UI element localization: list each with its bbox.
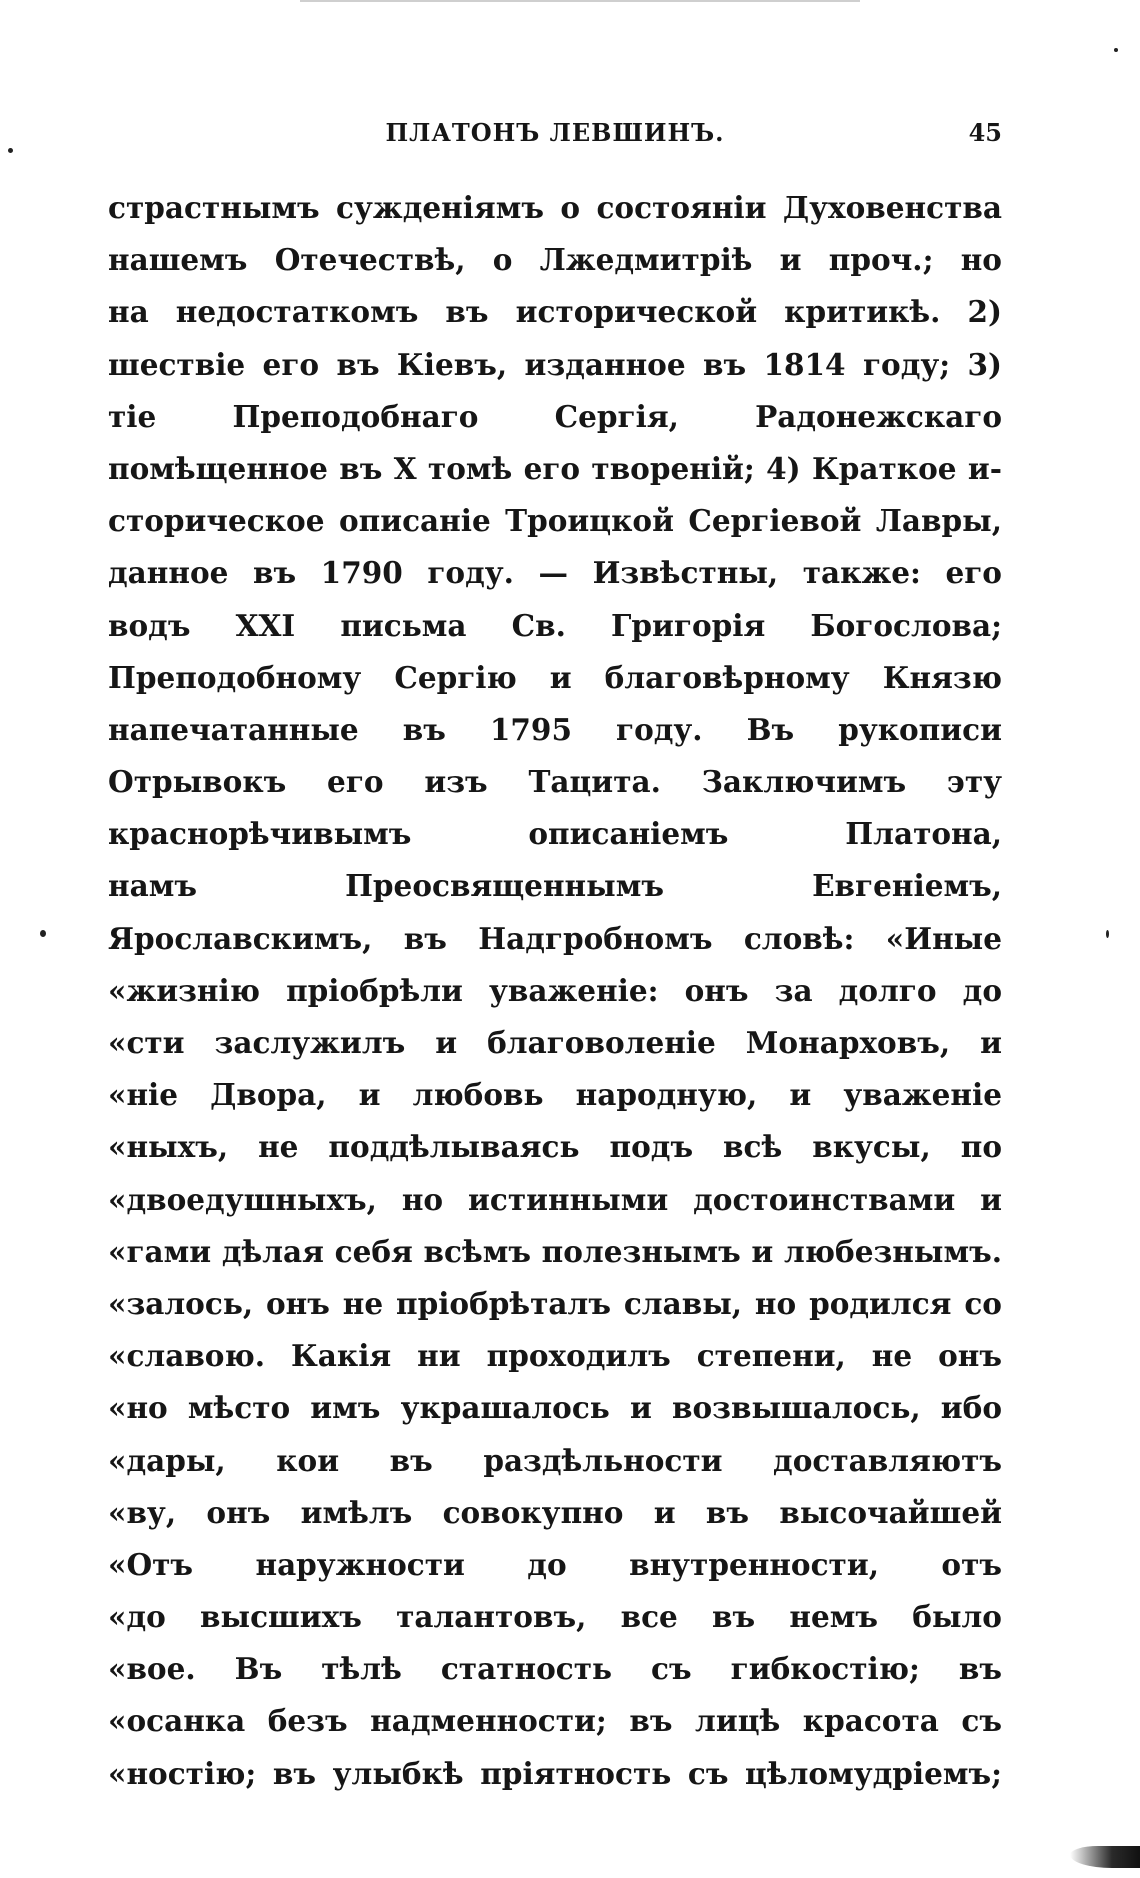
text-line: шествіе его въ Кіевъ, изданное въ 1814 году; 3) <box>108 346 1002 382</box>
page-header <box>108 118 1002 158</box>
text-line: «ву, онъ имѣлъ совокупно и въ высочайшей <box>108 1494 1002 1530</box>
text-line: «но мѣсто имъ украшалось и возвышалось, ибо <box>108 1390 1002 1426</box>
text-line: нашемъ Отечествѣ, о Лжедмитріѣ и проч.; но <box>108 242 1002 278</box>
text-line: «залось, онъ не пріобрѣталъ славы, но родился со <box>108 1285 1002 1321</box>
text-line: «славою. Какія ни проходилъ степени, не онъ <box>108 1338 1002 1374</box>
text-line: «двоедушныхъ, но истинными достоинствами и <box>108 1181 1002 1217</box>
text-line: «вое. Въ тѣлѣ статность съ гибкостію; въ <box>108 1651 1002 1687</box>
text-line: «осанка безъ надменности; въ лицѣ красота съ <box>108 1703 1002 1739</box>
text-line: «Отъ наружности до внутренности, отъ <box>108 1546 1002 1582</box>
text-line: тіе Преподобнаго Сергія, Радонежскаго <box>108 398 1002 434</box>
text-line: данное въ 1790 году. — Извѣстны, также: его <box>108 555 1002 591</box>
text-line: напечатанные въ 1795 году. Въ рукописи <box>108 711 1002 747</box>
text-line: «ныхъ, не поддѣлываясь подъ всѣ вкусы, по <box>108 1129 1002 1165</box>
running-head: ПЛАТОНЪ ЛЕВШИНЪ. <box>385 118 725 147</box>
text-line: «до высшихъ талантовъ, все въ немъ было <box>108 1599 1002 1635</box>
text-line: «сти заслужилъ и благоволеніе Монарховъ, и <box>108 1025 1002 1060</box>
text-line: «ностію; въ улыбкѣ пріятность съ цѣломудріемъ; <box>108 1755 1002 1791</box>
text-line: «ніе Двора, и любовь народную, и уваженіе <box>108 1077 1002 1113</box>
text-line: Отрывокъ его изъ Тацита. Заключимъ эту <box>108 764 1002 800</box>
text-line: Ярославскимъ, въ Надгробномъ словѣ: «Иные <box>108 920 1002 956</box>
text-line: сторическое описаніе Троицкой Сергіевой Лавры, <box>108 503 1002 539</box>
text-line: «гами дѣлая себя всѣмъ полезнымъ и любезнымъ. <box>108 1233 1002 1269</box>
margin-speck <box>1106 930 1109 938</box>
margin-speck <box>8 148 13 153</box>
text-line: на недостаткомъ въ исторической критикѣ. 2) <box>108 294 1002 330</box>
text-line: помѣщенное въ X томѣ его твореній; 4) Краткое и- <box>108 450 1002 486</box>
text-line: «дары, кои въ раздѣльности доставляютъ <box>108 1442 1002 1478</box>
text-line: краснорѣчивымъ описаніемъ Платона, <box>108 816 1002 852</box>
text-line: Преподобному Сергію и благовѣрному Князю <box>108 659 1002 695</box>
text-line: «жизнію пріобрѣли уваженіе: онъ за долго до <box>108 972 1002 1008</box>
margin-speck <box>1114 48 1118 52</box>
text-line: водъ XXI письма Св. Григорія Богослова; <box>108 607 1002 643</box>
text-line: намъ Преосвященнымъ Евгеніемъ, <box>108 868 1002 904</box>
margin-speck <box>40 930 46 937</box>
text-line: страстнымъ сужденіямъ о состояніи Духовенства <box>108 190 1002 225</box>
body-text <box>108 182 1002 1800</box>
page-number: 45 <box>968 118 1002 147</box>
corner-smudge <box>1070 1846 1140 1868</box>
top-edge-rule <box>300 0 860 2</box>
